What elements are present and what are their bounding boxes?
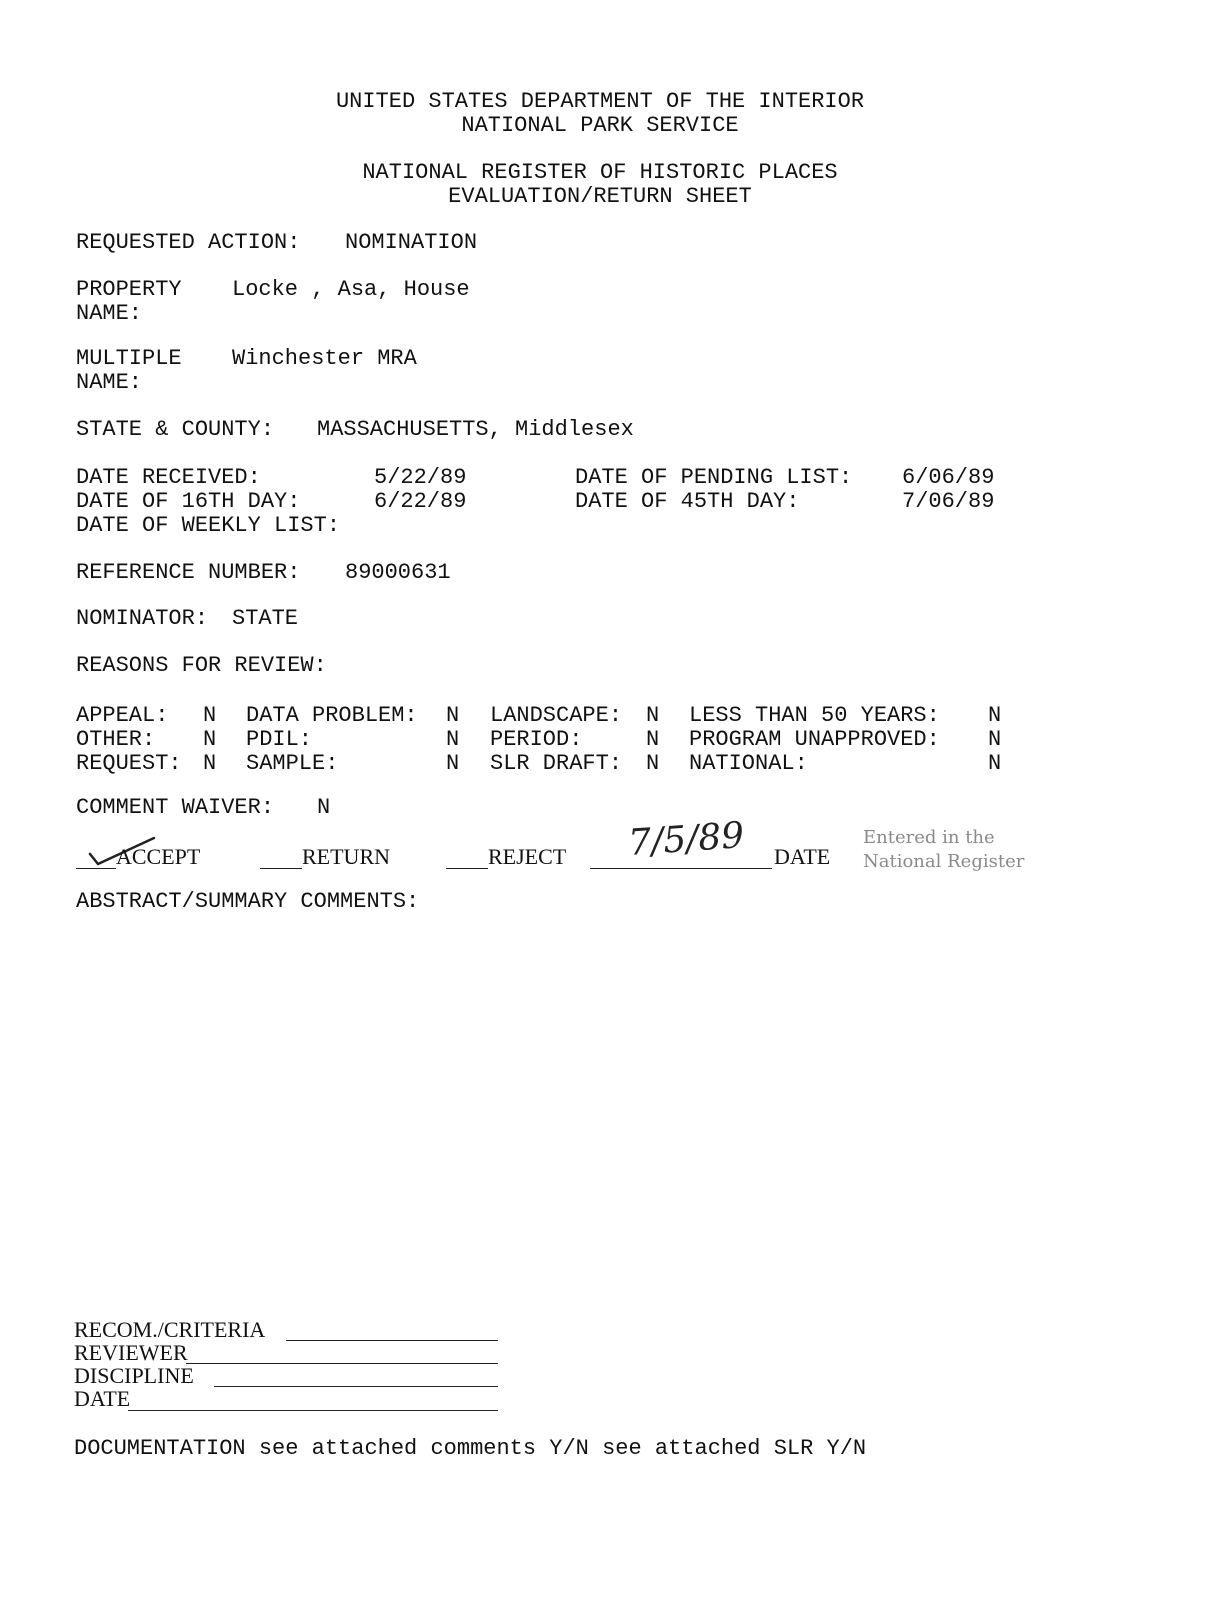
requested-action-value: NOMINATION	[345, 230, 478, 255]
header-line-2: NATIONAL PARK SERVICE	[461, 113, 739, 138]
comment-waiver-label: COMMENT WAIVER:	[76, 795, 275, 820]
date-pending-value: 6/06/89	[902, 465, 995, 490]
reason-appeal-label: APPEAL:	[76, 703, 169, 728]
reason-sample-value: N	[446, 751, 460, 776]
reason-period-label: PERIOD:	[490, 727, 583, 752]
discipline-line[interactable]	[214, 1386, 498, 1387]
footer-date-line[interactable]	[128, 1410, 498, 1411]
recom-criteria-line[interactable]	[286, 1340, 498, 1341]
reason-data-problem-value: N	[446, 703, 460, 728]
nominator-label: NOMINATOR:	[76, 606, 209, 631]
reference-value: 89000631	[345, 560, 451, 585]
reason-landscape-label: LANDSCAPE:	[490, 703, 623, 728]
abstract-label: ABSTRACT/SUMMARY COMMENTS:	[76, 889, 420, 914]
reason-less-50-label: LESS THAN 50 YEARS:	[689, 703, 940, 728]
date-received-label: DATE RECEIVED:	[76, 465, 261, 490]
reason-data-problem-label: DATA PROBLEM:	[246, 703, 418, 728]
reject-option[interactable]: REJECT	[488, 844, 567, 869]
reason-national-label: NATIONAL:	[689, 751, 808, 776]
multiple-label-2: NAME:	[76, 370, 143, 395]
reason-national-value: N	[988, 751, 1002, 776]
reason-slr-draft-label: SLR DRAFT:	[490, 751, 623, 776]
state-county-value: MASSACHUSETTS, Middlesex	[317, 417, 634, 442]
reason-pdil-value: N	[446, 727, 460, 752]
date-received-value: 5/22/89	[374, 465, 467, 490]
reason-request-value: N	[203, 751, 217, 776]
reason-appeal-value: N	[203, 703, 217, 728]
date-16th-label: DATE OF 16TH DAY:	[76, 489, 301, 514]
date-45th-label: DATE OF 45TH DAY:	[575, 489, 800, 514]
discipline-label: DISCIPLINE	[74, 1363, 194, 1388]
header-line-3: NATIONAL REGISTER OF HISTORIC PLACES	[362, 160, 838, 185]
reason-pdil-label: PDIL:	[246, 727, 313, 752]
date-pending-label: DATE OF PENDING LIST:	[575, 465, 853, 490]
handwritten-date: 7/5/89	[627, 815, 746, 865]
property-label-1: PROPERTY	[76, 277, 182, 302]
header-line-4: EVALUATION/RETURN SHEET	[448, 184, 752, 209]
reasons-label: REASONS FOR REVIEW:	[76, 653, 327, 678]
reason-less-50-value: N	[988, 703, 1002, 728]
return-option[interactable]: RETURN	[302, 844, 390, 869]
reason-program-unapproved-value: N	[988, 727, 1002, 752]
reason-landscape-value: N	[646, 703, 660, 728]
nominator-value: STATE	[232, 606, 299, 631]
footer-date-label: DATE	[74, 1386, 131, 1411]
header-line-1: UNITED STATES DEPARTMENT OF THE INTERIOR	[335, 89, 865, 114]
reference-label: REFERENCE NUMBER:	[76, 560, 301, 585]
multiple-value: Winchester MRA	[232, 346, 417, 371]
reason-request-label: REQUEST:	[76, 751, 182, 776]
reason-other-value: N	[203, 727, 217, 752]
date-label: DATE	[774, 844, 831, 869]
comment-waiver-value: N	[317, 795, 331, 820]
register-stamp-line-2: National Register	[863, 851, 1025, 872]
reason-other-label: OTHER:	[76, 727, 156, 752]
accept-option[interactable]: ACCEPT	[116, 844, 201, 869]
date-16th-value: 6/22/89	[374, 489, 467, 514]
reviewer-line[interactable]	[186, 1363, 498, 1364]
reject-blank-line	[446, 868, 488, 869]
reason-period-value: N	[646, 727, 660, 752]
return-blank-line	[260, 868, 302, 869]
reviewer-label: REVIEWER	[74, 1340, 188, 1365]
reason-slr-draft-value: N	[646, 751, 660, 776]
documentation-line: DOCUMENTATION see attached comments Y/N see attached SLR Y/N	[74, 1436, 867, 1461]
date-signature-line	[590, 868, 772, 869]
property-value: Locke , Asa, House	[232, 277, 470, 302]
reason-program-unapproved-label: PROGRAM UNAPPROVED:	[689, 727, 940, 752]
property-label-2: NAME:	[76, 301, 143, 326]
reason-sample-label: SAMPLE:	[246, 751, 339, 776]
recom-criteria-label: RECOM./CRITERIA	[74, 1317, 266, 1342]
date-45th-value: 7/06/89	[902, 489, 995, 514]
register-stamp-line-1: Entered in the	[863, 827, 995, 848]
date-weekly-label: DATE OF WEEKLY LIST:	[76, 513, 341, 538]
state-county-label: STATE & COUNTY:	[76, 417, 275, 442]
requested-action-label: REQUESTED ACTION:	[76, 230, 301, 255]
multiple-label-1: MULTIPLE	[76, 346, 182, 371]
